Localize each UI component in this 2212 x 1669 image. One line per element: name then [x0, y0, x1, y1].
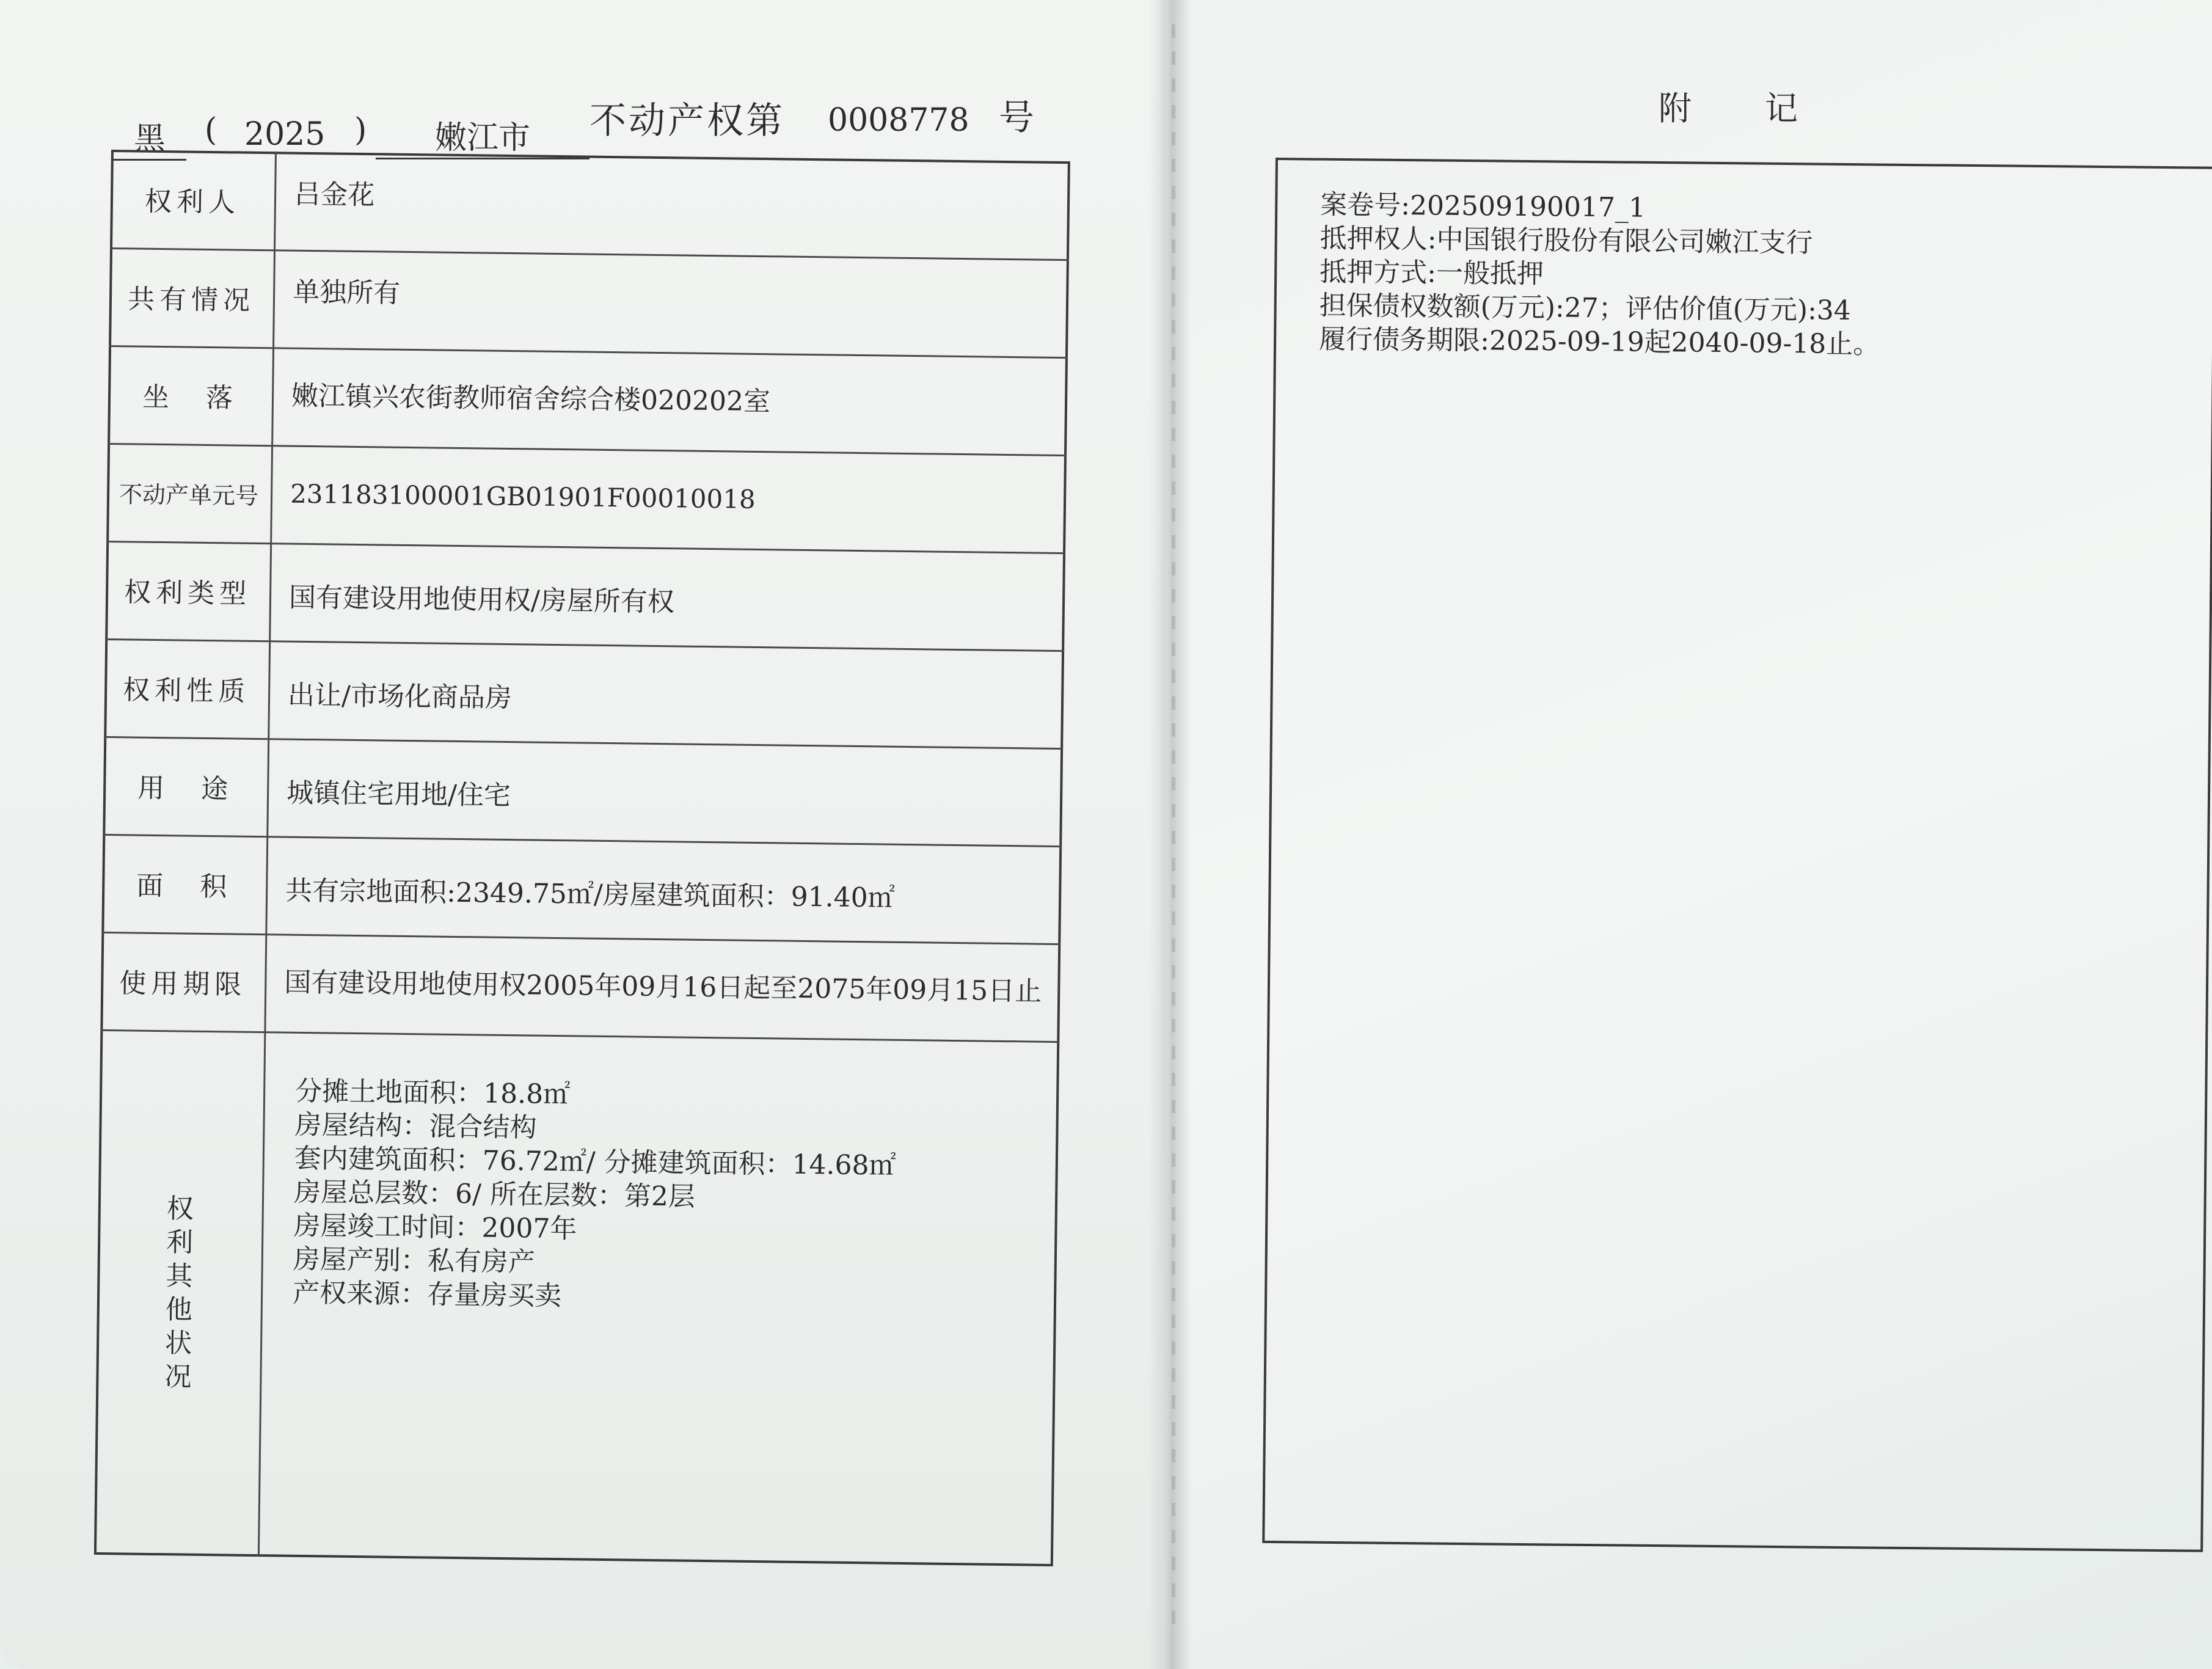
detail-line: 房屋结构：混合结构	[294, 1109, 537, 1144]
label-usage: 用 途	[137, 772, 233, 805]
label-char: 状	[164, 1328, 192, 1359]
label-area: 面 积	[136, 870, 232, 903]
notes-content	[1319, 188, 1882, 362]
detail-line: 房屋产别：私有房产	[293, 1243, 536, 1278]
value-usage: 城镇住宅用地/住宅	[286, 777, 511, 812]
note-line: 担保债权数额(万元):27；评估价值(万元):34	[1319, 290, 1852, 327]
label-term: 使用期限	[119, 968, 247, 1001]
close-paren: )	[354, 112, 367, 148]
label-unit-number: 不动产单元号	[119, 480, 259, 509]
note-line: 履行债务期限:2025-09-19起2040-09-18止。	[1318, 323, 1880, 360]
note-line: 抵押方式:一般抵押	[1319, 256, 1544, 290]
note-line: 案卷号:202509190017_1	[1320, 189, 1646, 224]
value-location: 嫩江镇兴农街教师宿舍综合楼020202室	[291, 380, 771, 418]
label-char: 权	[166, 1193, 194, 1225]
label-right-nature: 权利性质	[122, 674, 250, 707]
certificate-title: 不动产权第	[590, 100, 785, 142]
label-char: 其	[166, 1260, 193, 1292]
detail-line: 产权来源：存量房买卖	[292, 1277, 562, 1312]
label-owner: 权利人	[144, 186, 241, 219]
label-location: 坐 落	[142, 381, 238, 414]
number-suffix: 号	[999, 97, 1035, 138]
label-char: 他	[165, 1294, 193, 1326]
property-info-table	[94, 150, 1070, 1566]
value-co-ownership: 单独所有	[292, 276, 401, 309]
label-co-ownership: 共有情况	[127, 283, 255, 316]
year: 2025	[244, 116, 326, 153]
other-status-details	[293, 1075, 897, 1317]
value-owner: 吕金花	[293, 178, 375, 211]
label-char: 况	[164, 1361, 192, 1393]
open-paren: (	[205, 112, 217, 148]
book-spine	[1148, 0, 1191, 1669]
detail-line: 分摊土地面积：18.8㎡	[294, 1075, 571, 1111]
value-term: 国有建设用地使用权2005年09月16日起至2075年09月15日止	[284, 966, 1042, 1007]
value-area: 共有宗地面积:2349.75㎡/房屋建筑面积：91.40㎡	[285, 875, 896, 914]
value-unit-number: 231183100001GB01901F00010018	[290, 478, 756, 515]
detail-line: 套内建筑面积：76.72㎡/ 分摊建筑面积：14.68㎡	[294, 1142, 896, 1181]
note-line: 抵押权人:中国银行股份有限公司嫩江支行	[1320, 222, 1813, 259]
detail-line: 房屋竣工时间：2007年	[293, 1210, 577, 1245]
value-right-type: 国有建设用地使用权/房屋所有权	[288, 582, 675, 618]
notes-box	[1262, 158, 2212, 1552]
label-other-status	[94, 1029, 264, 1557]
label-right-type: 权利类型	[123, 577, 252, 610]
notes-title: 附记	[1659, 89, 1871, 128]
city-name: 嫩江市	[376, 112, 590, 159]
certificate-number: 0008778	[828, 102, 969, 139]
label-char: 利	[166, 1227, 194, 1258]
binding-stitch	[1172, 24, 1175, 1637]
detail-line: 房屋总层数：6/ 所在层数：第2层	[293, 1176, 696, 1213]
province-code: 黑	[113, 113, 186, 161]
value-right-nature: 出让/市场化商品房	[287, 679, 513, 714]
